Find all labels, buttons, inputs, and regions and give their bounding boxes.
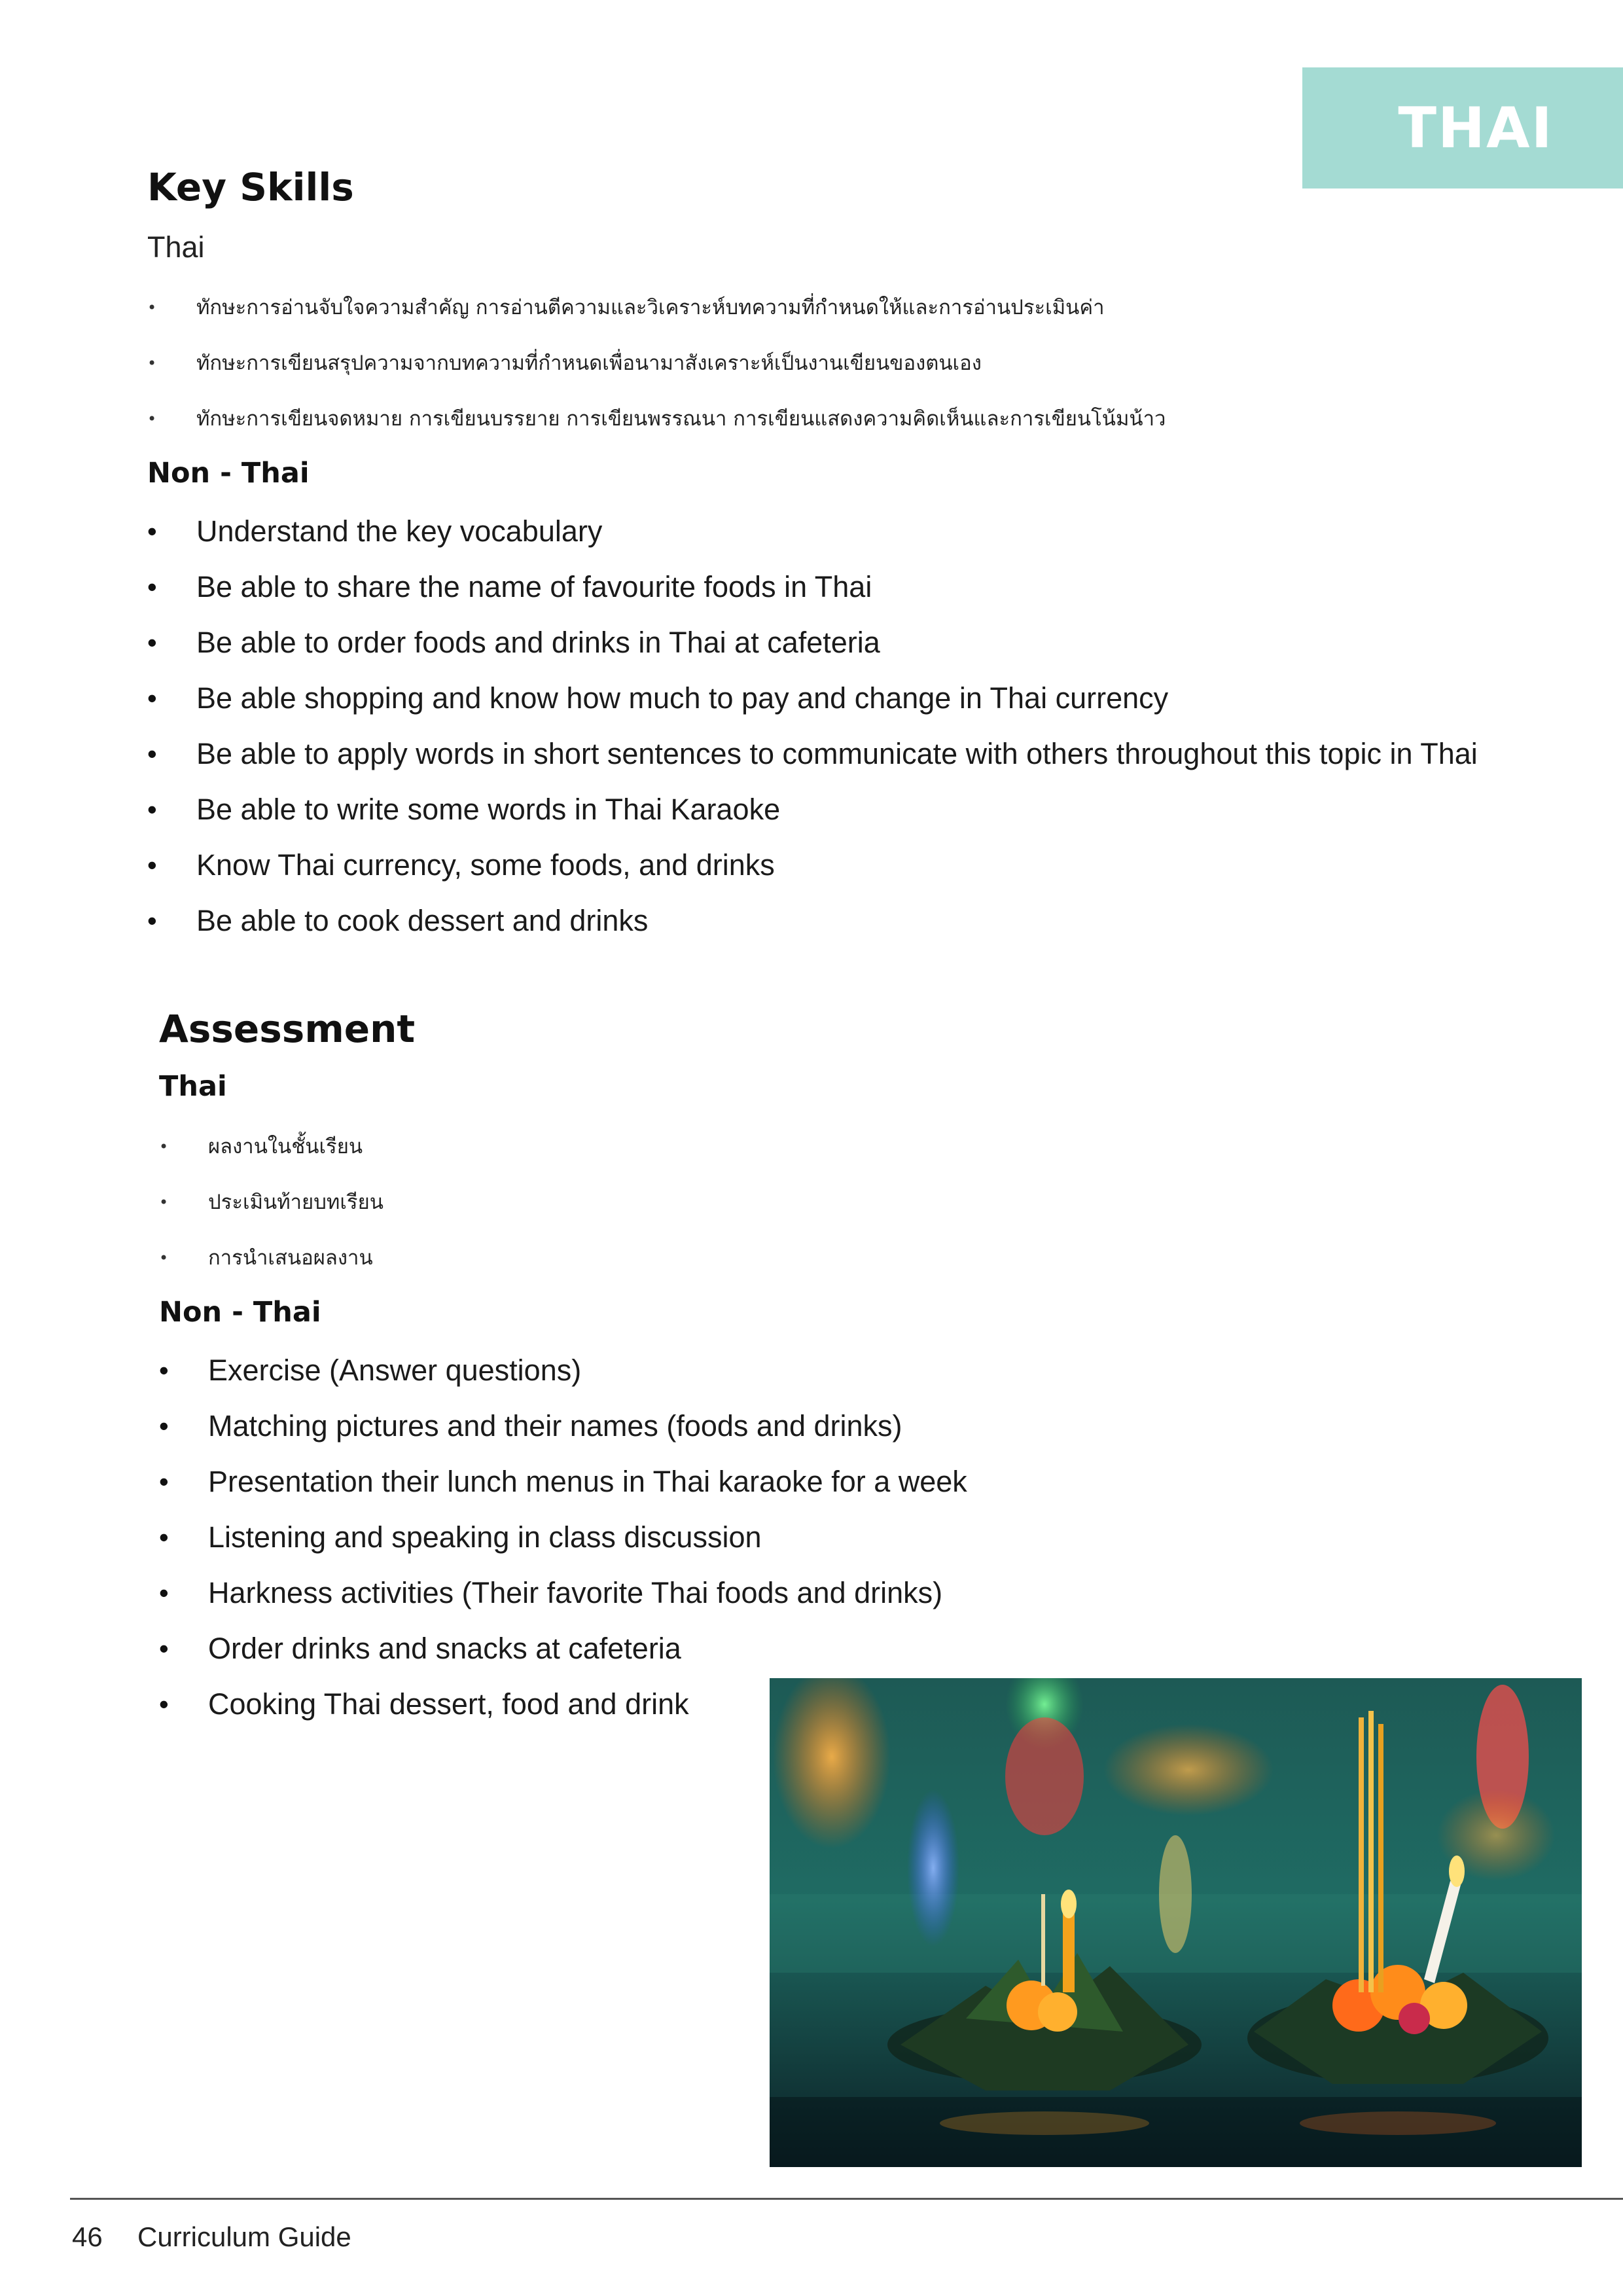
assessment-non-thai-heading: Non - Thai [159,1296,321,1329]
key-skills-thai-list [147,280,1607,447]
list-item: • Be able to order foods and drinks in Thai at cafeteria [147,615,1607,670]
key-skills-non-thai-list [147,503,1607,948]
list-item: • ทักษะการเขียนจดหมาย การเขียนบรรยาย การเขียนพรรณนา การเขียนแสดงความคิดเห็นและการเขียนโน้มน้าว [147,391,1607,447]
footer-divider [70,2198,1623,2200]
subject-tab-label: THAI [1398,95,1554,161]
assessment-non-thai-list [159,1342,1618,1732]
list-item: • การนำเสนอผลงาน [159,1230,1618,1286]
list-item: • Cooking Thai dessert, food and drink [159,1676,1618,1732]
assessment-thai-list [159,1119,1618,1286]
list-item: • Presentation their lunch menus in Thai karaoke for a week [159,1454,1618,1509]
assessment-thai-heading: Thai [159,1070,227,1103]
key-skills-title: Key Skills [147,165,354,209]
krathong-illustration [770,1678,1582,2167]
assessment-title: Assessment [159,1007,416,1051]
list-item: • Be able to cook dessert and drinks [147,893,1607,948]
list-item: • Order drinks and snacks at cafeteria [159,1621,1618,1676]
list-item: • Be able to share the name of favourite foods in Thai [147,559,1607,615]
list-item: • ผลงานในชั้นเรียน [159,1119,1618,1175]
list-item: • ประเมินท้ายบทเรียน [159,1175,1618,1230]
list-item: • Know Thai currency, some foods, and drinks [147,837,1607,893]
list-item: • ทักษะการเขียนสรุปความจากบทความที่กำหนดเพื่อนามาสังเคราะห์เป็นงานเขียนของตนเอง [147,336,1607,391]
key-skills-thai-heading: Thai [147,230,205,264]
page-footer [72,2219,351,2255]
list-item: • Understand the key vocabulary [147,503,1607,559]
key-skills-section [147,161,1607,948]
list-item: • Listening and speaking in class discussion [159,1509,1618,1565]
list-item: • Be able to apply words in short sentences to communicate with others throughout this topic in Thai [147,726,1607,781]
list-item: • Matching pictures and their names (foods and drinks) [159,1398,1618,1454]
page-number: 46 [72,2221,103,2252]
footer-title: Curriculum Guide [137,2221,351,2252]
list-item: • Harkness activities (Their favorite Thai foods and drinks) [159,1565,1618,1621]
key-skills-non-thai-heading: Non - Thai [147,457,310,490]
assessment-section [159,1003,1618,1732]
list-item: • ทักษะการอ่านจับใจความสำคัญ การอ่านตีความและวิเคราะห์บทความที่กำหนดให้และการอ่านประเมินค่า [147,280,1607,336]
list-item: • Be able shopping and know how much to pay and change in Thai currency [147,670,1607,726]
list-item: • Be able to write some words in Thai Karaoke [147,781,1607,837]
list-item: • Exercise (Answer questions) [159,1342,1618,1398]
krathong-photo [770,1678,1582,2167]
